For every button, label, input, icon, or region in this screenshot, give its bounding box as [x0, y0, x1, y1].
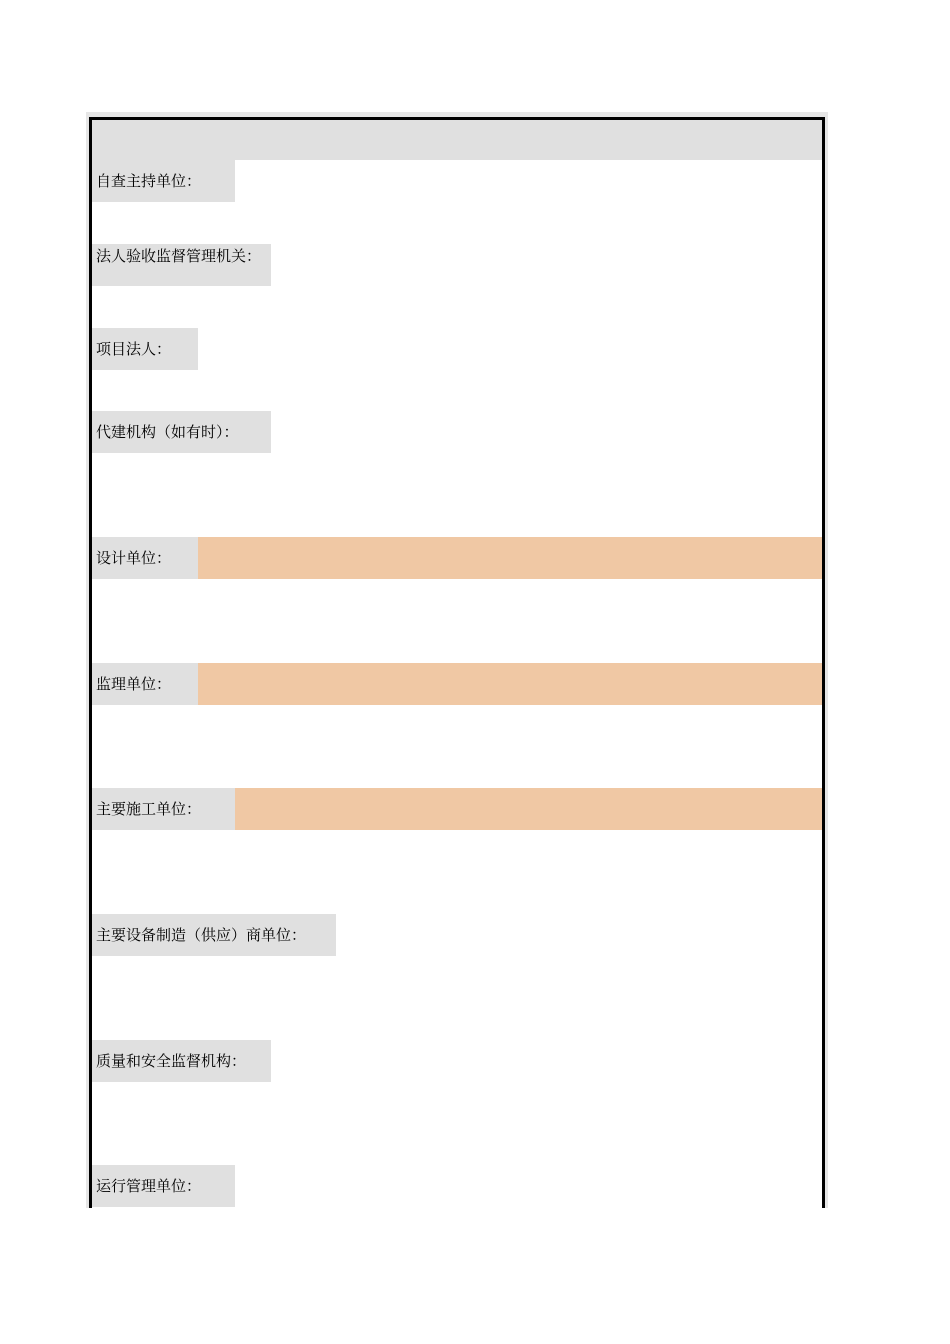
design-value-field[interactable]	[198, 537, 822, 579]
label-supervision-authority: 法人验收监督管理机关：	[92, 244, 271, 286]
header-band	[92, 120, 822, 160]
label-operation: 运行管理单位：	[92, 1165, 235, 1207]
label-agent: 代建机构（如有时）：	[92, 411, 271, 453]
supervisor-value-field[interactable]	[198, 663, 822, 705]
label-quality-safety: 质量和安全监督机构：	[92, 1040, 271, 1082]
label-contractor: 主要施工单位：	[92, 788, 235, 830]
label-design: 设计单位：	[92, 537, 198, 579]
label-supervisor: 监理单位：	[92, 663, 198, 705]
label-project-owner: 项目法人：	[92, 328, 198, 370]
contractor-value-field[interactable]	[235, 788, 822, 830]
label-host: 自查主持单位：	[92, 160, 235, 202]
label-equipment-supplier: 主要设备制造（供应）商单位：	[92, 914, 336, 956]
